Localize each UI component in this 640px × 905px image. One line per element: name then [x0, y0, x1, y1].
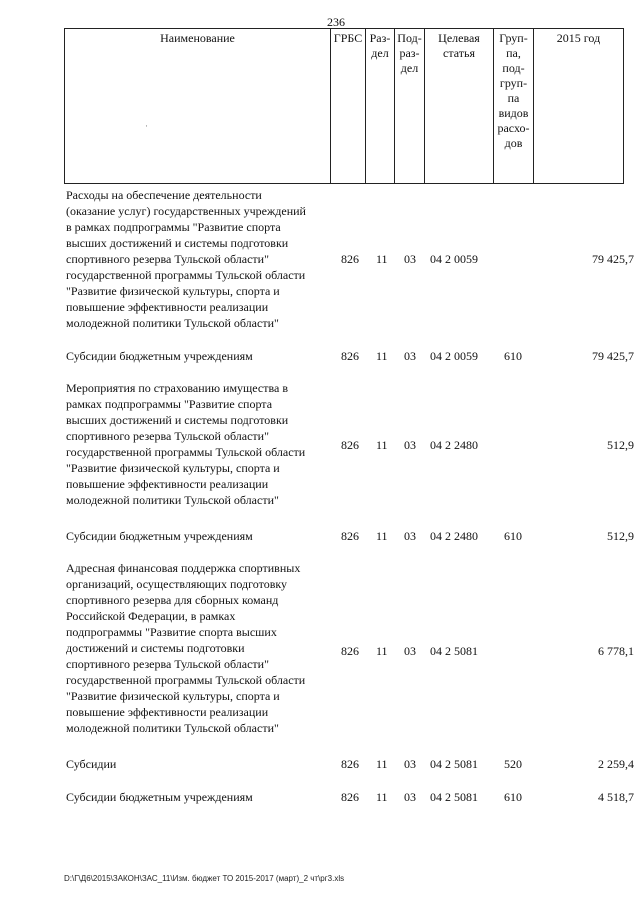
row-vid-rashodov: 610 [504, 790, 522, 804]
row-podrazdel: 03 [404, 529, 416, 543]
row-sum: 79 425,7 [592, 349, 634, 363]
row-name: Субсидии бюджетным учреждениям [66, 529, 253, 543]
row-grbs: 826 [341, 644, 359, 658]
header-name: Наименование [65, 29, 331, 184]
header-celevaya-statya: Целевая статья [425, 29, 494, 184]
row-vid-rashodov: 520 [504, 757, 522, 771]
row-grbs: 826 [341, 757, 359, 771]
row-sum: 79 425,7 [592, 252, 634, 266]
row-sum: 512,9 [607, 529, 634, 543]
row-grbs: 826 [341, 349, 359, 363]
file-path-footer: D:\Г\Д6\2015\ЗАКОН\ЗАС_11\Изм. бюджет ТО 2015-2017 (март)_2 чт\рг3.xls [64, 874, 345, 883]
row-vid-rashodov: 610 [504, 529, 522, 543]
row-celevaya-statya: 04 2 5081 [430, 644, 478, 658]
header-razdel: Раз- дел [366, 29, 395, 184]
row-celevaya-statya: 04 2 0059 [430, 349, 478, 363]
row-sum: 4 518,7 [598, 790, 634, 804]
row-razdel: 11 [376, 438, 388, 452]
page-number: 236 [327, 15, 345, 29]
row-celevaya-statya: 04 2 0059 [430, 252, 478, 266]
header-podrazdel: Под- раз- дел [395, 29, 425, 184]
row-name: Расходы на обеспечение деятельности (оказание услуг) государственных учреждений в рамках подпрограммы "Развитие спорта высших достижений и системы подготовки спортивного резерва Тульской области" государственной программы Тульской области "Развитие физической культуры, спорта и повышение эффективности реализации молодежной политики Тульской области" [66, 188, 306, 330]
row-razdel: 11 [376, 790, 388, 804]
row-podrazdel: 03 [404, 644, 416, 658]
row-name: Мероприятия по страхованию имущества в рамках подпрограммы "Развитие спорта высших достижений и системы подготовки спортивного резерва Тульской области" государственной программы Тульской области "Развитие физической культуры, спорта и повышение эффективности реализации молодежной политики Тульской области" [66, 381, 306, 507]
row-name: Субсидии бюджетным учреждениям [66, 349, 253, 363]
row-name: Субсидии бюджетным учреждениям [66, 790, 253, 804]
row-celevaya-statya: 04 2 2480 [430, 438, 478, 452]
header-grbs: ГРБС [331, 29, 366, 184]
row-celevaya-statya: 04 2 5081 [430, 757, 478, 771]
row-grbs: 826 [341, 790, 359, 804]
row-grbs: 826 [341, 252, 359, 266]
row-vid-rashodov: 610 [504, 349, 522, 363]
row-name: Субсидии [66, 757, 117, 771]
row-razdel: 11 [376, 757, 388, 771]
row-razdel: 11 [376, 644, 388, 658]
row-podrazdel: 03 [404, 757, 416, 771]
row-podrazdel: 03 [404, 349, 416, 363]
row-celevaya-statya: 04 2 5081 [430, 790, 478, 804]
row-podrazdel: 03 [404, 790, 416, 804]
row-grbs: 826 [341, 438, 359, 452]
row-sum: 512,9 [607, 438, 634, 452]
row-podrazdel: 03 [404, 438, 416, 452]
row-celevaya-statya: 04 2 2480 [430, 529, 478, 543]
row-podrazdel: 03 [404, 252, 416, 266]
row-name: Адресная финансовая поддержка спортивных организаций, осуществляющих подготовку спортивного резерва для сборных команд Российской Федерации, в рамках подпрограммы "Развитие спорта высших достижений и системы подготовки спортивного резерва Тульской области" государственной программы Тульской области "Развитие физической культуры, спорта и повышение эффективности реализации молодежной политики Тульской области" [66, 561, 306, 735]
header-year: 2015 год [534, 29, 624, 184]
scan-speck: · [145, 121, 148, 131]
row-razdel: 11 [376, 252, 388, 266]
row-razdel: 11 [376, 349, 388, 363]
header-vid-rashodov: Груп- па, под- груп- па видов расхо- дов [494, 29, 534, 184]
row-sum: 6 778,1 [598, 644, 634, 658]
row-razdel: 11 [376, 529, 388, 543]
row-sum: 2 259,4 [598, 757, 634, 771]
row-grbs: 826 [341, 529, 359, 543]
budget-table-header [64, 28, 624, 184]
